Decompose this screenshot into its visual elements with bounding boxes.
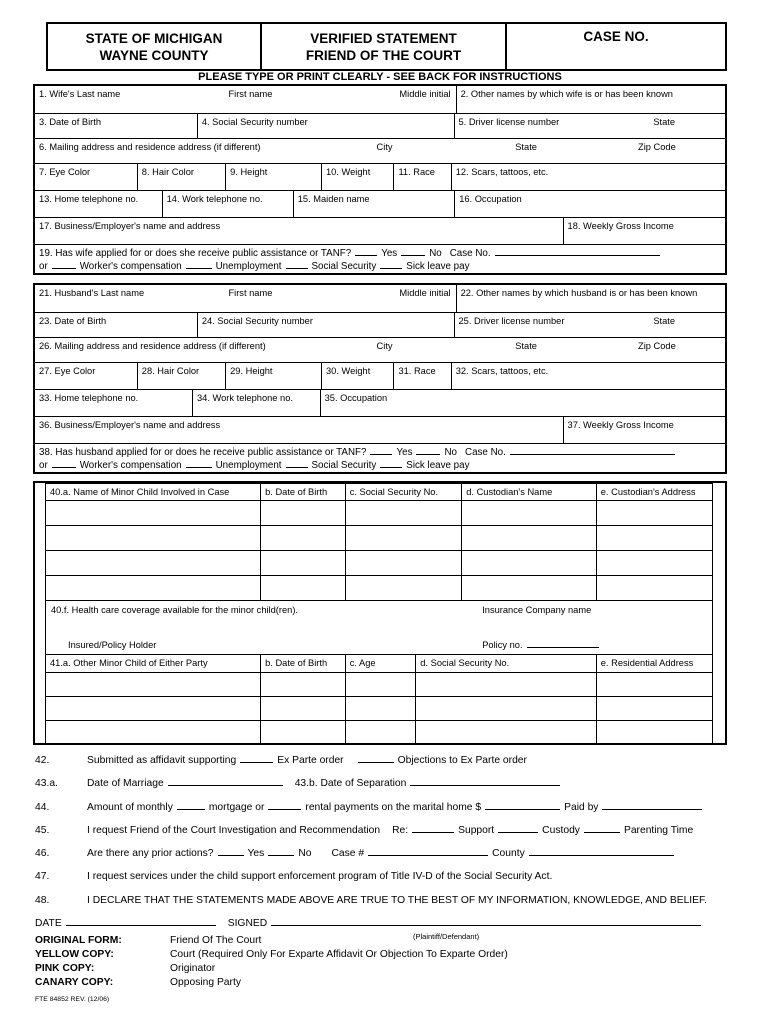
- field-husband-assistance[interactable]: [35, 444, 725, 473]
- husband-ssn-label: 24. Social Security number: [201, 316, 313, 326]
- blank-line[interactable]: [186, 261, 212, 269]
- wife-occupation-label: 16. Occupation: [459, 194, 522, 204]
- husband-assistance-question: 38. Has husband applied for or does he receive public assistance or TANF?: [39, 447, 367, 458]
- blank-line[interactable]: [485, 802, 560, 810]
- field-husband-hair-color[interactable]: [138, 363, 226, 389]
- child-name-cell[interactable]: [46, 576, 261, 600]
- husband-hair-label: 28. Hair Color: [141, 366, 200, 376]
- minor-children-header-row: [46, 484, 712, 501]
- husband-license-label: 25. Driver license number: [458, 316, 565, 326]
- husband-sick-leave-label: Sick leave pay: [406, 460, 470, 471]
- other-child-address-cell[interactable]: [597, 673, 712, 696]
- husband-dob-label: 23. Date of Birth: [39, 316, 107, 326]
- form-title-line2: FRIEND OF THE COURT: [305, 47, 462, 63]
- husband-section: [33, 283, 727, 474]
- item-43: [35, 772, 737, 795]
- col-child-dob: [261, 484, 346, 500]
- husband-first-name-label: First name: [228, 288, 273, 298]
- wife-employer-label: 17. Business/Employer's name and address: [39, 221, 221, 231]
- pink-copy-value: Originator: [170, 963, 216, 974]
- item-42-number: 42.: [35, 755, 50, 766]
- col-residential-address: [597, 655, 712, 672]
- item-44-text-a: Amount of monthly: [87, 801, 173, 813]
- husband-row-birth-id: [35, 313, 725, 338]
- husband-license-state-label: State: [653, 316, 676, 326]
- field-wife-height[interactable]: [226, 164, 322, 190]
- blank-line[interactable]: [527, 640, 599, 648]
- date-blank[interactable]: [66, 918, 216, 926]
- blank-line[interactable]: [186, 460, 212, 468]
- blank-line[interactable]: [268, 802, 301, 810]
- col-child-name-label: 40.a. Name of Minor Child Involved in Case: [50, 487, 230, 497]
- field-wife-weight[interactable]: [322, 164, 394, 190]
- col-other-child-ssn: [416, 655, 596, 672]
- field-wife-address[interactable]: [35, 139, 725, 163]
- col-custodian-address-label: e. Custodian's Address: [600, 487, 696, 497]
- blank-line[interactable]: [286, 261, 308, 269]
- blank-line[interactable]: [412, 825, 454, 833]
- field-husband-height[interactable]: [226, 363, 322, 389]
- col-residential-address-label: e. Residential Address: [600, 658, 694, 668]
- minor-child-row: [46, 576, 712, 601]
- wife-sick-leave-label: Sick leave pay: [406, 261, 470, 272]
- wife-city-label: City: [376, 142, 393, 152]
- husband-city-label: City: [376, 341, 393, 351]
- husband-row-employer: [35, 417, 725, 444]
- wife-license-label: 5. Driver license number: [458, 117, 560, 127]
- wife-weight-label: 10. Weight: [326, 167, 371, 177]
- custody-label: Custody: [542, 824, 580, 836]
- blank-line[interactable]: [240, 755, 273, 763]
- blank-line[interactable]: [401, 248, 425, 256]
- wife-row-employer: [35, 218, 725, 245]
- husband-occupation-label: 35. Occupation: [324, 393, 388, 403]
- field-husband-employer[interactable]: [35, 417, 564, 443]
- form-title-line1: VERIFIED STATEMENT: [310, 30, 457, 46]
- header-county-box: [48, 24, 262, 69]
- item-45-text: I request Friend of the Court Investigation and Recommendation: [87, 824, 381, 836]
- husband-eye-label: 27. Eye Color: [39, 366, 96, 376]
- distribution-row: [35, 934, 508, 948]
- wife-eye-label: 7. Eye Color: [39, 167, 91, 177]
- wife-ssn-label: 4. Social Security number: [201, 117, 308, 127]
- distribution-row: [35, 962, 508, 976]
- item-47: [35, 865, 737, 888]
- wife-license-state-label: State: [653, 117, 676, 127]
- health-coverage-block[interactable]: [45, 601, 713, 654]
- wife-last-name-label: 1. Wife's Last name: [39, 89, 121, 99]
- item-44: [35, 796, 737, 819]
- blank-line[interactable]: [498, 825, 538, 833]
- husband-row-phones: [35, 390, 725, 417]
- husband-income-label: 37. Weekly Gross Income: [567, 420, 674, 430]
- blank-line[interactable]: [380, 261, 402, 269]
- husband-social-security-label: Social Security: [311, 460, 377, 471]
- field-wife-occupation[interactable]: [455, 191, 725, 217]
- policy-no-label: [482, 640, 602, 650]
- child-name-cell[interactable]: [46, 526, 261, 550]
- field-husband-scars[interactable]: [452, 363, 725, 389]
- field-wife-license[interactable]: [455, 114, 726, 138]
- blank-line[interactable]: [355, 248, 377, 256]
- col-child-ssn: [346, 484, 463, 500]
- canary-copy-value: Opposing Party: [170, 977, 241, 988]
- blank-line[interactable]: [268, 848, 294, 856]
- item-42-text: Submitted as affidavit supporting: [87, 755, 237, 766]
- blank-line[interactable]: [52, 460, 76, 468]
- wife-assistance-or-label: or: [39, 261, 48, 272]
- husband-workers-comp-label: Worker's compensation: [79, 460, 182, 471]
- field-wife-eye-color[interactable]: [35, 164, 138, 190]
- header-county: WAYNE COUNTY: [99, 47, 209, 63]
- minor-children-table: [45, 483, 713, 601]
- husband-state-label: State: [515, 341, 537, 351]
- field-husband-income[interactable]: [564, 417, 725, 443]
- field-husband-occupation[interactable]: [321, 390, 725, 416]
- blank-line[interactable]: [410, 778, 560, 786]
- wife-zip-label: Zip Code: [638, 142, 676, 152]
- blank-line[interactable]: [370, 447, 392, 455]
- objections-label: Objections to Ex Parte order: [397, 755, 527, 766]
- col-other-child-name-label: 41.a. Other Minor Child of Either Party: [50, 658, 208, 668]
- declaration-text: I DECLARE THAT THE STATEMENTS MADE ABOVE ARE TRUE TO THE BEST OF MY INFORMATION, KNOWLEDGE, AND BELIEF.: [87, 894, 708, 906]
- custodian-address-cell[interactable]: [597, 501, 712, 525]
- item-48-number: 48.: [35, 894, 50, 906]
- field-wife-last-name[interactable]: [35, 86, 457, 113]
- other-child-name-cell[interactable]: [46, 697, 261, 720]
- insured-policy-holder-label: Insured/Policy Holder: [68, 640, 157, 650]
- child-dob-cell[interactable]: [261, 501, 346, 525]
- yellow-copy-value: Court (Required Only For Exparte Affidavit Or Objection To Exparte Order): [170, 949, 508, 960]
- wife-row-address: [35, 139, 725, 164]
- item-44-number: 44.: [35, 801, 50, 813]
- field-husband-race[interactable]: [394, 363, 451, 389]
- date-label: DATE: [35, 918, 62, 930]
- husband-home-phone-label: 33. Home telephone no.: [39, 393, 139, 403]
- mortgage-label: mortgage or: [208, 801, 265, 813]
- field-wife-ssn[interactable]: [198, 114, 455, 138]
- child-dob-cell[interactable]: [261, 526, 346, 550]
- minor-child-row: [46, 501, 712, 526]
- custodian-address-cell[interactable]: [597, 526, 712, 550]
- item-42: [35, 749, 737, 772]
- insurance-company-label: Insurance Company name: [482, 605, 592, 615]
- form-number: FTE 84852 REV. (12/06): [35, 996, 110, 1003]
- child-dob-cell[interactable]: [261, 551, 346, 575]
- custodian-name-cell[interactable]: [462, 526, 597, 550]
- custodian-name-cell[interactable]: [462, 576, 597, 600]
- policy-no-text: Policy no.: [482, 640, 523, 650]
- support-label: Support: [458, 824, 495, 836]
- col-other-child-ssn-label: d. Social Security No.: [420, 658, 510, 668]
- wife-income-label: 18. Weekly Gross Income: [567, 221, 674, 231]
- wife-race-label: 11. Race: [398, 167, 435, 177]
- wife-workers-comp-label: Worker's compensation: [79, 261, 182, 272]
- blank-line[interactable]: [218, 848, 244, 856]
- item-48: [35, 889, 737, 912]
- other-child-address-cell[interactable]: [597, 721, 712, 744]
- husband-scars-label: 32. Scars, tattoos, etc.: [455, 366, 549, 376]
- other-child-address-cell[interactable]: [597, 697, 712, 720]
- husband-weight-label: 30. Weight: [326, 366, 371, 376]
- health-coverage-label: 40.f. Health care coverage available for the minor child(ren).: [51, 605, 299, 615]
- other-child-ssn-cell[interactable]: [416, 673, 596, 696]
- blank-line[interactable]: [286, 460, 308, 468]
- field-husband-eye-color[interactable]: [35, 363, 138, 389]
- child-ssn-cell[interactable]: [346, 526, 463, 550]
- husband-row-address: [35, 338, 725, 363]
- minor-child-row: [46, 526, 712, 551]
- blank-line[interactable]: [416, 447, 440, 455]
- wife-section: [33, 84, 727, 275]
- col-custodian-name: [462, 484, 597, 500]
- wife-assistance-question: 19. Has wife applied for or does she receive public assistance or TANF?: [39, 248, 352, 259]
- rental-payments-label: rental payments on the marital home $: [305, 801, 482, 813]
- husband-work-phone-label: 34. Work telephone no.: [197, 393, 293, 403]
- custodian-address-cell[interactable]: [597, 576, 712, 600]
- wife-assistance-case-label: Case No.: [449, 248, 491, 259]
- header-title-box: [262, 24, 507, 69]
- col-custodian-address: [597, 484, 712, 500]
- item-43b-number: 43.b.: [294, 778, 318, 790]
- wife-row-physical: [35, 164, 725, 191]
- wife-first-name-label: First name: [228, 89, 273, 99]
- minor-child-row: [46, 551, 712, 576]
- field-wife-race[interactable]: [394, 164, 451, 190]
- field-wife-work-phone[interactable]: [163, 191, 294, 217]
- other-child-age-cell[interactable]: [346, 697, 417, 720]
- col-other-child-dob-label: b. Date of Birth: [265, 658, 328, 668]
- field-wife-dob[interactable]: [35, 114, 198, 138]
- distribution-row: [35, 976, 508, 990]
- wife-social-security-label: Social Security: [311, 261, 377, 272]
- husband-assistance-no-label: No: [444, 447, 457, 458]
- wife-row-phones: [35, 191, 725, 218]
- wife-row-name: [35, 86, 725, 114]
- field-wife-home-phone[interactable]: [35, 191, 163, 217]
- husband-zip-label: Zip Code: [638, 341, 676, 351]
- other-child-row: [46, 673, 712, 697]
- original-form-label: ORIGINAL FORM:: [35, 935, 122, 946]
- signature-blank[interactable]: [271, 918, 701, 926]
- prior-actions-question: Are there any prior actions?: [87, 848, 214, 860]
- case-hash-label: Case #: [331, 848, 365, 860]
- blank-line[interactable]: [495, 248, 660, 256]
- blank-line[interactable]: [168, 778, 283, 786]
- child-name-cell[interactable]: [46, 501, 261, 525]
- field-wife-scars[interactable]: [452, 164, 725, 190]
- copy-distribution-list: [35, 934, 508, 1007]
- case-number-label: CASE NO.: [583, 29, 649, 44]
- custodian-name-cell[interactable]: [462, 501, 597, 525]
- wife-scars-label: 12. Scars, tattoos, etc.: [455, 167, 549, 177]
- col-other-child-name: [46, 655, 261, 672]
- husband-row-name: [35, 285, 725, 313]
- husband-unemployment-label: Unemployment: [215, 460, 282, 471]
- item-43a-number: 43.a.: [35, 778, 58, 790]
- item-47-number: 47.: [35, 871, 50, 883]
- husband-other-names-label: 22. Other names by which husband is or has been known: [460, 288, 698, 298]
- blank-line[interactable]: [368, 848, 488, 856]
- field-husband-home-phone[interactable]: [35, 390, 193, 416]
- pink-copy-label: PINK COPY:: [35, 963, 95, 974]
- husband-address-label: 26. Mailing address and residence address (if different): [39, 341, 266, 351]
- wife-height-label: 9. Height: [230, 167, 268, 177]
- field-wife-employer[interactable]: [35, 218, 564, 244]
- prior-actions-no-label: No: [298, 848, 312, 860]
- field-wife-hair-color[interactable]: [138, 164, 226, 190]
- county-label: County: [492, 848, 525, 860]
- prior-actions-yes-label: Yes: [247, 848, 265, 860]
- col-custodian-name-label: d. Custodian's Name: [466, 487, 553, 497]
- other-child-row: [46, 697, 712, 721]
- other-child-name-cell[interactable]: [46, 673, 261, 696]
- field-husband-address[interactable]: [35, 338, 725, 362]
- wife-dob-label: 3. Date of Birth: [39, 117, 102, 127]
- field-husband-ssn[interactable]: [198, 313, 455, 337]
- wife-unemployment-label: Unemployment: [215, 261, 282, 272]
- other-child-dob-cell[interactable]: [261, 697, 346, 720]
- signature-line: [35, 912, 737, 935]
- col-other-child-dob: [261, 655, 346, 672]
- canary-copy-label: CANARY COPY:: [35, 977, 114, 988]
- field-wife-income[interactable]: [564, 218, 725, 244]
- field-husband-work-phone[interactable]: [193, 390, 321, 416]
- col-other-child-age-label: c. Age: [349, 658, 376, 668]
- wife-maiden-label: 15. Maiden name: [297, 194, 370, 204]
- wife-row-assistance: [35, 245, 725, 274]
- husband-race-label: 31. Race: [398, 366, 436, 376]
- children-section: [33, 481, 727, 745]
- other-child-ssn-cell[interactable]: [416, 697, 596, 720]
- child-ssn-cell[interactable]: [346, 576, 463, 600]
- wife-home-phone-label: 13. Home telephone no.: [39, 194, 139, 204]
- husband-assistance-case-label: Case No.: [465, 447, 506, 458]
- blank-line[interactable]: [52, 261, 76, 269]
- husband-last-name-label: 21. Husband's Last name: [39, 288, 145, 298]
- form-header: [46, 22, 727, 71]
- field-husband-other-names[interactable]: [457, 285, 725, 312]
- other-child-name-cell[interactable]: [46, 721, 261, 744]
- other-children-header-row: [46, 655, 712, 673]
- date-of-marriage-label: Date of Marriage: [87, 778, 164, 790]
- plaintiff-defendant-label: (Plaintiff/Defendant): [413, 932, 480, 941]
- field-wife-assistance[interactable]: [35, 245, 725, 274]
- other-child-row: [46, 721, 712, 745]
- wife-address-label: 6. Mailing address and residence address (if different): [39, 142, 261, 152]
- instruction-line: PLEASE TYPE OR PRINT CLEARLY - SEE BACK FOR INSTRUCTIONS: [198, 71, 562, 83]
- blank-line[interactable]: [380, 460, 402, 468]
- other-child-age-cell[interactable]: [346, 673, 417, 696]
- item-46: [35, 842, 737, 865]
- child-name-cell[interactable]: [46, 551, 261, 575]
- ex-parte-order-label: Ex Parte order: [277, 755, 344, 766]
- original-form-value: Friend Of The Court: [170, 935, 262, 946]
- blank-line[interactable]: [510, 447, 675, 455]
- item-47-text: I request services under the child support enforcement program of Title IV-D of the Social Security Act.: [87, 871, 553, 883]
- col-child-ssn-label: c. Social Security No.: [349, 487, 439, 497]
- parenting-time-label: Parenting Time: [623, 824, 694, 836]
- distribution-row: [35, 948, 508, 962]
- blank-line[interactable]: [529, 848, 674, 856]
- blank-line[interactable]: [602, 802, 702, 810]
- other-child-dob-cell[interactable]: [261, 721, 346, 744]
- wife-work-phone-label: 14. Work telephone no.: [166, 194, 263, 204]
- other-child-age-cell[interactable]: [346, 721, 417, 744]
- custodian-address-cell[interactable]: [597, 551, 712, 575]
- date-of-separation-label: Date of Separation: [320, 778, 407, 790]
- field-husband-weight[interactable]: [322, 363, 394, 389]
- other-child-ssn-cell[interactable]: [416, 721, 596, 744]
- child-ssn-cell[interactable]: [346, 501, 463, 525]
- col-other-child-age: [346, 655, 417, 672]
- husband-assistance-yes-label: Yes: [396, 447, 413, 458]
- husband-height-label: 29. Height: [230, 366, 273, 376]
- husband-row-assistance: [35, 444, 725, 473]
- wife-row-birth-id: [35, 114, 725, 139]
- field-husband-dob[interactable]: [35, 313, 198, 337]
- husband-row-physical: [35, 363, 725, 390]
- re-label: Re:: [392, 824, 409, 836]
- husband-assistance-or-label: or: [39, 460, 48, 471]
- wife-other-names-label: 2. Other names by which wife is or has been known: [460, 89, 673, 99]
- paid-by-label: Paid by: [564, 801, 599, 813]
- item-45: [35, 819, 737, 842]
- field-wife-maiden-name[interactable]: [294, 191, 455, 217]
- husband-middle-initial-label: Middle initial: [399, 288, 451, 298]
- blank-line[interactable]: [584, 825, 620, 833]
- blank-line[interactable]: [358, 755, 394, 763]
- item-46-number: 46.: [35, 848, 50, 860]
- blank-line[interactable]: [177, 802, 205, 810]
- child-dob-cell[interactable]: [261, 576, 346, 600]
- field-husband-license[interactable]: [455, 313, 726, 337]
- field-husband-last-name[interactable]: [35, 285, 457, 312]
- signed-label: SIGNED: [227, 918, 268, 930]
- husband-employer-label: 36. Business/Employer's name and address: [39, 420, 221, 430]
- header-state: STATE OF MICHIGAN: [85, 30, 223, 46]
- wife-assistance-no-label: No: [429, 248, 442, 259]
- other-minor-children-table: [45, 654, 713, 745]
- child-ssn-cell[interactable]: [346, 551, 463, 575]
- col-child-dob-label: b. Date of Birth: [265, 487, 328, 497]
- field-wife-other-names[interactable]: [457, 86, 725, 113]
- wife-middle-initial-label: Middle initial: [399, 89, 451, 99]
- custodian-name-cell[interactable]: [462, 551, 597, 575]
- other-child-dob-cell[interactable]: [261, 673, 346, 696]
- yellow-copy-label: YELLOW COPY:: [35, 949, 114, 960]
- case-number-box[interactable]: [507, 24, 725, 69]
- item-45-number: 45.: [35, 824, 50, 836]
- col-child-name: [46, 484, 261, 500]
- wife-hair-label: 8. Hair Color: [141, 167, 194, 177]
- wife-assistance-yes-label: Yes: [381, 248, 398, 259]
- wife-state-label: State: [515, 142, 537, 152]
